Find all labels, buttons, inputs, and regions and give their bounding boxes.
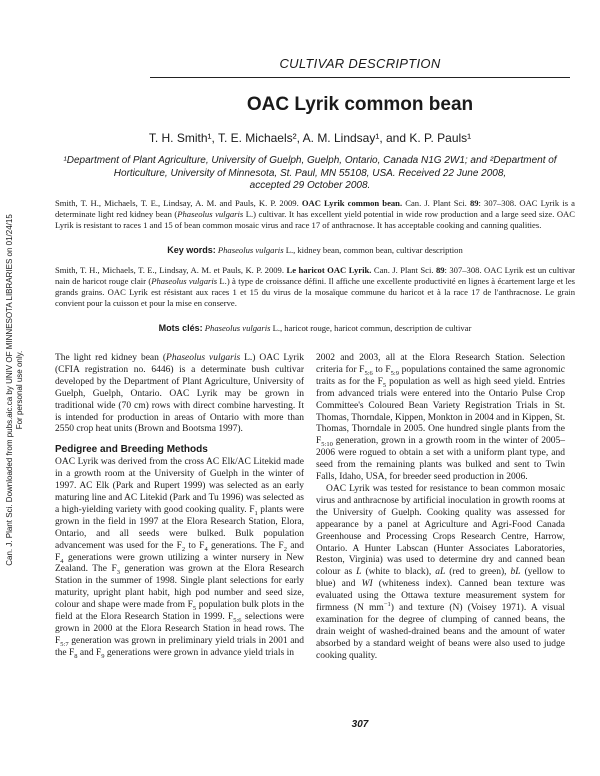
generation-subscript: 5 [192,605,197,613]
section-label: CULTIVAR DESCRIPTION [279,56,441,71]
generation-label: F [377,376,383,387]
abstract-text: OAC Lyrik est un cultivar nain de haricot rouge clair ( [55,265,575,286]
body-text: to [185,540,200,551]
body-text: and [77,647,96,658]
download-notice [5,195,25,585]
body-text: (whiteness index). Canned bean texture was evaluated using the Ottawa texture measurement system for firmness (N mm [316,579,565,614]
species-name: Phaseolus vulgaris [177,209,244,219]
body-text: to [372,364,386,375]
citation-title: OAC Lyrik common bean. [301,198,403,208]
generation-subscript: 4 [204,545,208,553]
colour-variable: aL [435,567,446,578]
abstract-text: OAC Lyrik is a determinate light red kidney bean ( [55,198,575,219]
generation-label: F [199,540,205,551]
body-text: 2002 and 2003, all at the Elora Research Station. Selection criteria for [316,353,565,375]
body-text: OAC Lyrik was tested for resistance to bean common mosaic virus and anthracnose by artificial inoculation in growth rooms at the University of Guelph. Cooking quality was assessed for appearance by a panel at Agriculture and Agri-Food Canada Greenhouse and Processing Crops Research Centre, Harrow, Ontario. A Hunter Labscan (Hunter Associates Laboratories, Reston, Virginia) was used to determine dry and canned bean colour as [316,483,565,578]
generation-label: F [385,364,391,375]
body-text: ) and texture (N) (Voisey 1971). A visual examination for the degree of clumping of canned beans, the drain weight of washed-drained beans and the amount of water absorbed by a standard weight of beans were also used to judge cooking quality. [316,603,565,661]
generation-label: F [187,600,193,611]
left-column [55,353,304,660]
body-text: (white to black), [361,567,436,578]
colour-variable: WI [361,579,373,590]
body-text: The light red kidney bean ( [55,353,167,363]
citation-journal: Can. J. Plant Sci. [373,265,434,275]
species-name: Phaseolus vulgaris [151,276,218,286]
body-text: OAC Lyrik was derived from the cross AC Elk/AC Litekid made in a growth room at the University of Guelph in the winter of 1997. AC Elk (Park and Rupert 1999) was selected as an early maturing line and AC Litekid (Park and Tu 1996) was selected as a high-yielding variety with good cooking quality. [55,457,304,515]
right-column [316,353,565,663]
generation-label: F [359,364,365,375]
body-text: population bulk plots in the field at the Elora Research Station in 1999. [55,600,304,623]
citation-pages: : 307–308. [478,198,517,208]
keywords-text: L., haricot rouge, haricot commun, description de cultivar [270,323,472,333]
pedigree-paragraph [55,457,304,659]
breeding-paragraph [316,353,565,484]
body-text: generations were grown in advance yield trials in [104,647,294,658]
body-text: generations. The [207,540,279,551]
body-text: generation was grown at the Elora Research Station in the summer of 1998. Single plant selections for early maturity, upright plant habit, high pod number and seed size, colour and shape were made from [55,564,304,611]
body-text: populations contained the same agronomic traits as for the [316,364,565,387]
generation-label: F [176,540,182,551]
affiliation-line: ¹Department of Plant Agriculture, University of Guelph, Guelph, Ontario, Canada N1G 2W1; and ²Department of [63,155,557,166]
body-text: (red to green), [445,567,511,578]
generation-label: F [249,504,255,515]
generation-label: F [96,647,102,658]
abstract-french [55,265,575,309]
body-text: selections were grown in 2000 at the Elora Research Station in head rows. The [55,612,304,634]
generation-subscript: 9 [101,652,105,660]
generation-subscript: 5:6 [233,616,242,624]
abstract-text: L.) cultivar. It has excellent yield potential in wide row production and a large seed size. OAC Lyrik is resistant to races 1 and 15 of bean common mosaic virus and race 17 of anthracnose. It has acceptable cooking and canning qualities. [55,209,575,230]
generation-label: F [111,564,117,575]
generation-subscript: 1 [254,509,258,517]
citation-pages: : 307–308. [444,265,482,275]
keywords-text: L., kidney bean, common bean, cultivar description [283,245,463,255]
keywords-label: Mots clés: [158,323,203,333]
citation-volume: 89 [469,198,479,208]
affiliation-line: accepted 29 October 2008. [249,180,371,191]
generation-label: F [55,552,61,563]
page-number: 307 [351,719,369,730]
keywords-french [55,323,575,333]
citation-volume: 89 [435,265,445,275]
generation-label: F [316,436,322,447]
body-text: generation, grown in a growth room in the winter of 2005–2006 were rogued to obtain a set with a uniform plant type, and seed from the remaining plants was bulked and sent to Twin Falls, Idaho, USA, for breeder seed production in 2006. [316,436,565,483]
keywords-english [55,245,575,255]
article-title: OAC Lyrik common bean [246,94,474,115]
generation-subscript: 5 [382,381,387,389]
intro-paragraph [55,353,304,436]
generation-subscript: 8 [74,652,78,660]
abstract-text: L.) à type de croissance défini. Il affiche une excellente productivité en lignes à écartement large et les grands grains. OAC Lyrik est résistant aux races 1 et 15 du virus de la mosaïque commune du haricot et à la race 17 de l'anthracnose. Le grain convient pour la cuisson et pour la mise en conserve. [55,276,575,308]
generation-label: F [55,635,61,646]
citation-journal: Can. J. Plant Sci. [405,198,467,208]
generation-label: F [227,612,234,623]
download-notice-line2: For personal use only. [15,350,24,430]
body-text: plants were grown in the field in 1997 at the Elora Research Station, Elora, Ontario, and all seeds were bulked. Bulk population advancement was used for the [55,504,304,551]
affiliation-line: Horticulture, University of Minnesota, St. Paul, MN 55108, USA. Received 22 June 2008, [113,167,507,179]
unit-superscript: −1 [383,600,391,608]
colour-variable: L [356,567,362,578]
generation-subscript: 5:10 [321,441,333,449]
body-text: generation was grown in preliminary yield trials in 2001 and the [55,635,304,658]
author-list: T. H. Smith¹, T. E. Michaels², A. M. Lindsay¹, and K. P. Pauls¹ [148,131,472,145]
body-text: (yellow to blue) and [316,567,565,590]
header-rule [150,77,570,78]
body-text: L.) OAC Lyrik (CFIA registration no. 6446) is a determinate bush cultivar developed by the Department of Plant Agriculture, University of Guelph, Guelph, Ontario. OAC Lyrik may be grown in traditional wide (70 cm) rows with direct combine harvesting. It is intended for production in areas of Ontario with more than 2550 crop heat units (Brown and Bootsma 1997). [55,353,304,435]
generation-subscript: 5:6 [364,369,373,377]
citation-title: Le haricot OAC Lyrik. [286,265,372,275]
generation-label: F [68,647,75,658]
keywords-label: Key words: [167,245,216,255]
affiliations [50,155,570,193]
generation-subscript: 3 [116,569,120,577]
body-text: population as well as high seed yield. Entries from advanced trials were entered into the Ontario Pulse Crop Committee's Coloured Bean Variety Registration Trials in St. Thomas, Thorndale, Kippen, Monkton in 2004 and in Kippen, St. Thomas, Thorndale in 2005. One hundred single plants from the [316,376,565,435]
generation-subscript: 4 [60,557,64,565]
body-text: generations were grown utilizing a winter nursery in New Zealand. The [55,552,304,575]
section-heading: Pedigree and Breeding Methods [55,444,208,456]
generation-subscript: 5:7 [60,640,69,648]
citation-authors: Smith, T. H., Michaels, T. E., Lindsay, A. M. et Pauls, K. P. 2009. [55,265,285,275]
generation-subscript: 2 [283,545,287,553]
colour-variable: bL [510,567,521,578]
download-notice-line1: Can. J. Plant Sci. Downloaded from pubs.aic.ca by UNIV OF MINNESOTA LIBRARIES on 01/24/15 [5,214,14,566]
species-name: Phaseolus vulgaris [217,245,284,255]
species-name: Phaseolus vulgaris [166,353,241,363]
generation-subscript: 2 [181,545,186,553]
testing-paragraph [316,484,565,663]
abstract-english [55,198,575,231]
citation-authors: Smith, T. H., Michaels, T. E., Lindsay, A. M. and Pauls, K. P. 2009. [55,198,299,208]
body-text: and [286,540,305,551]
generation-label: F [278,540,284,551]
species-name: Phaseolus vulgaris [204,323,271,333]
generation-subscript: 5:9 [390,369,399,377]
